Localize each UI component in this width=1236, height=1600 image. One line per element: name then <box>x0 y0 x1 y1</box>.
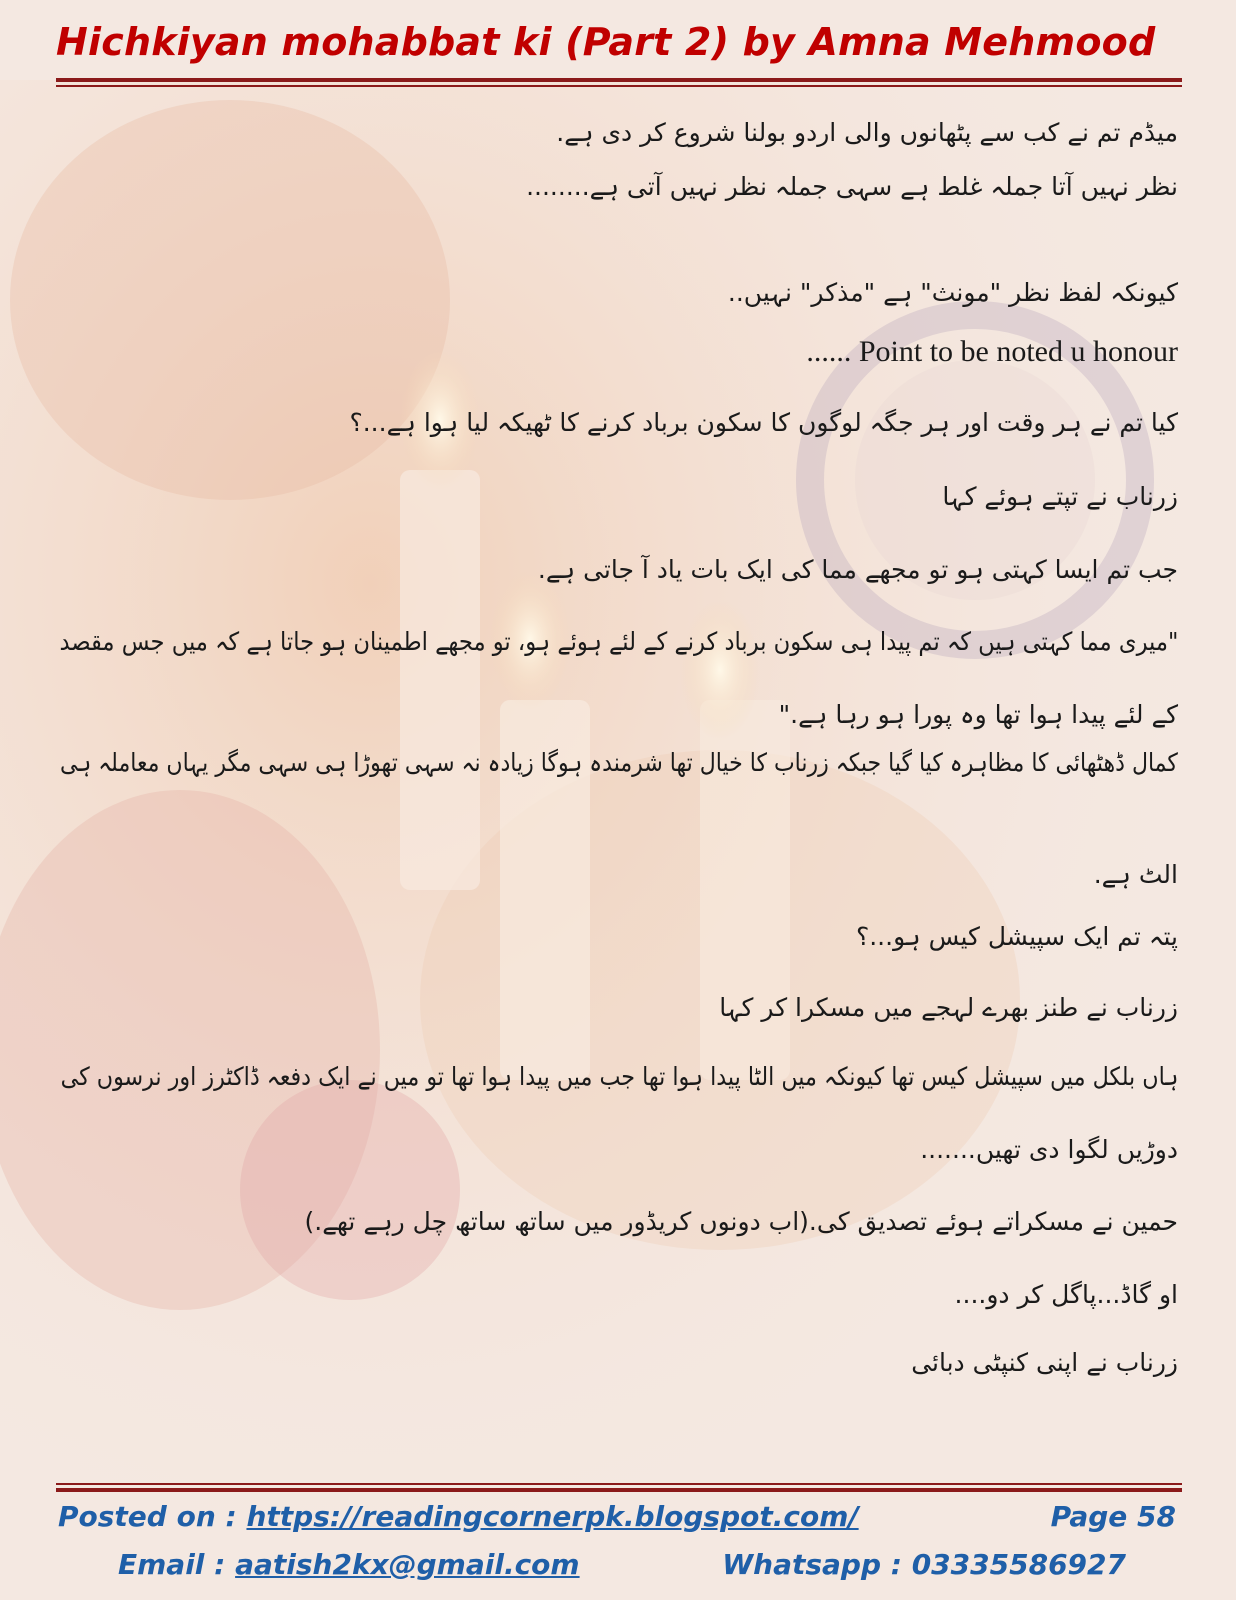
text-line: دوڑیں لگوا دی تھیں....... <box>920 1135 1178 1164</box>
text-line: ...... Point to be noted u honour <box>806 335 1178 368</box>
text-line: زرناب نے اپنی کنپٹی دبائی <box>911 1348 1178 1377</box>
text-line: جب تم ایسا کہتی ہو تو مجھے مما کی ایک بات یاد آ جاتی ہے. <box>537 555 1178 584</box>
footer-rule-thin <box>56 1483 1182 1485</box>
text-line: حمین نے مسکراتے ہوئے تصدیق کی.(اب دونوں کریڈور میں ساتھ ساتھ چل رہے تھے.) <box>304 1207 1178 1236</box>
email-contact <box>118 1548 580 1581</box>
page-title: Hichkiyan mohabbat ki (Part 2) by Amna Mehmood <box>56 20 1156 64</box>
text-line: "میری مما کہتی ہیں کہ تم پیدا ہی سکون برباد کرنے کے لئے ہوئے ہو، تو مجھے اطمینان ہو جاتا ہے کہ میں جس مقصد <box>59 627 1178 656</box>
whatsapp-contact: Whatsapp : 03335586927 <box>722 1548 1126 1581</box>
text-line: نظر نہیں آتا جملہ غلط ہے سہی جملہ نظر نہیں آتی ہے........ <box>526 172 1178 201</box>
text-line: او گاڈ...پاگل کر دو.... <box>954 1280 1178 1309</box>
email-link[interactable]: aatish2kx@gmail.com <box>235 1548 580 1581</box>
text-line: کیا تم نے ہر وقت اور ہر جگہ لوگوں کا سکون برباد کرنے کا ٹھیکہ لیا ہوا ہے...؟ <box>349 408 1178 437</box>
text-line: کمال ڈھٹھائی کا مظاہرہ کیا گیا جبکہ زرناب کا خیال تھا شرمندہ ہوگا زیادہ نہ سہی تھوڑا ہی سہی مگر یہاں معاملہ ہی <box>60 748 1178 777</box>
header-rule-thin <box>56 85 1182 87</box>
text-line: پتہ تم ایک سپیشل کیس ہو...؟ <box>855 922 1178 951</box>
header-rule-thick <box>56 78 1182 82</box>
text-line: ہاں بلکل میں سپیشل کیس تھا کیونکہ میں الٹا پیدا ہوا تھا جب میں پیدا ہوا تھا تو میں نے ایک دفعہ ڈاکٹرز اور نرسوں کی <box>60 1062 1178 1091</box>
email-label: Email : <box>118 1548 236 1581</box>
text-line: زرناب نے تپتے ہوئے کہا <box>942 482 1178 511</box>
blog-link[interactable]: https://readingcornerpk.blogspot.com/ <box>246 1500 859 1533</box>
text-line: زرناب نے طنز بھرے لہجے میں مسکرا کر کہا <box>719 993 1178 1022</box>
footer-rule-thick <box>56 1488 1182 1492</box>
posted-label: Posted on : <box>58 1500 247 1533</box>
page-number: Page 58 <box>1050 1500 1176 1533</box>
posted-on <box>58 1500 859 1533</box>
text-line: کے لئے پیدا ہوا تھا وہ پورا ہو رہا ہے." <box>778 700 1178 729</box>
text-line: کیونکہ لفظ نظر "مونث" ہے "مذکر" نہیں.. <box>727 278 1178 307</box>
text-line: الٹ ہے. <box>1093 860 1178 889</box>
text-line: میڈم تم نے کب سے پٹھانوں والی اردو بولنا شروع کر دی ہے. <box>556 118 1178 147</box>
